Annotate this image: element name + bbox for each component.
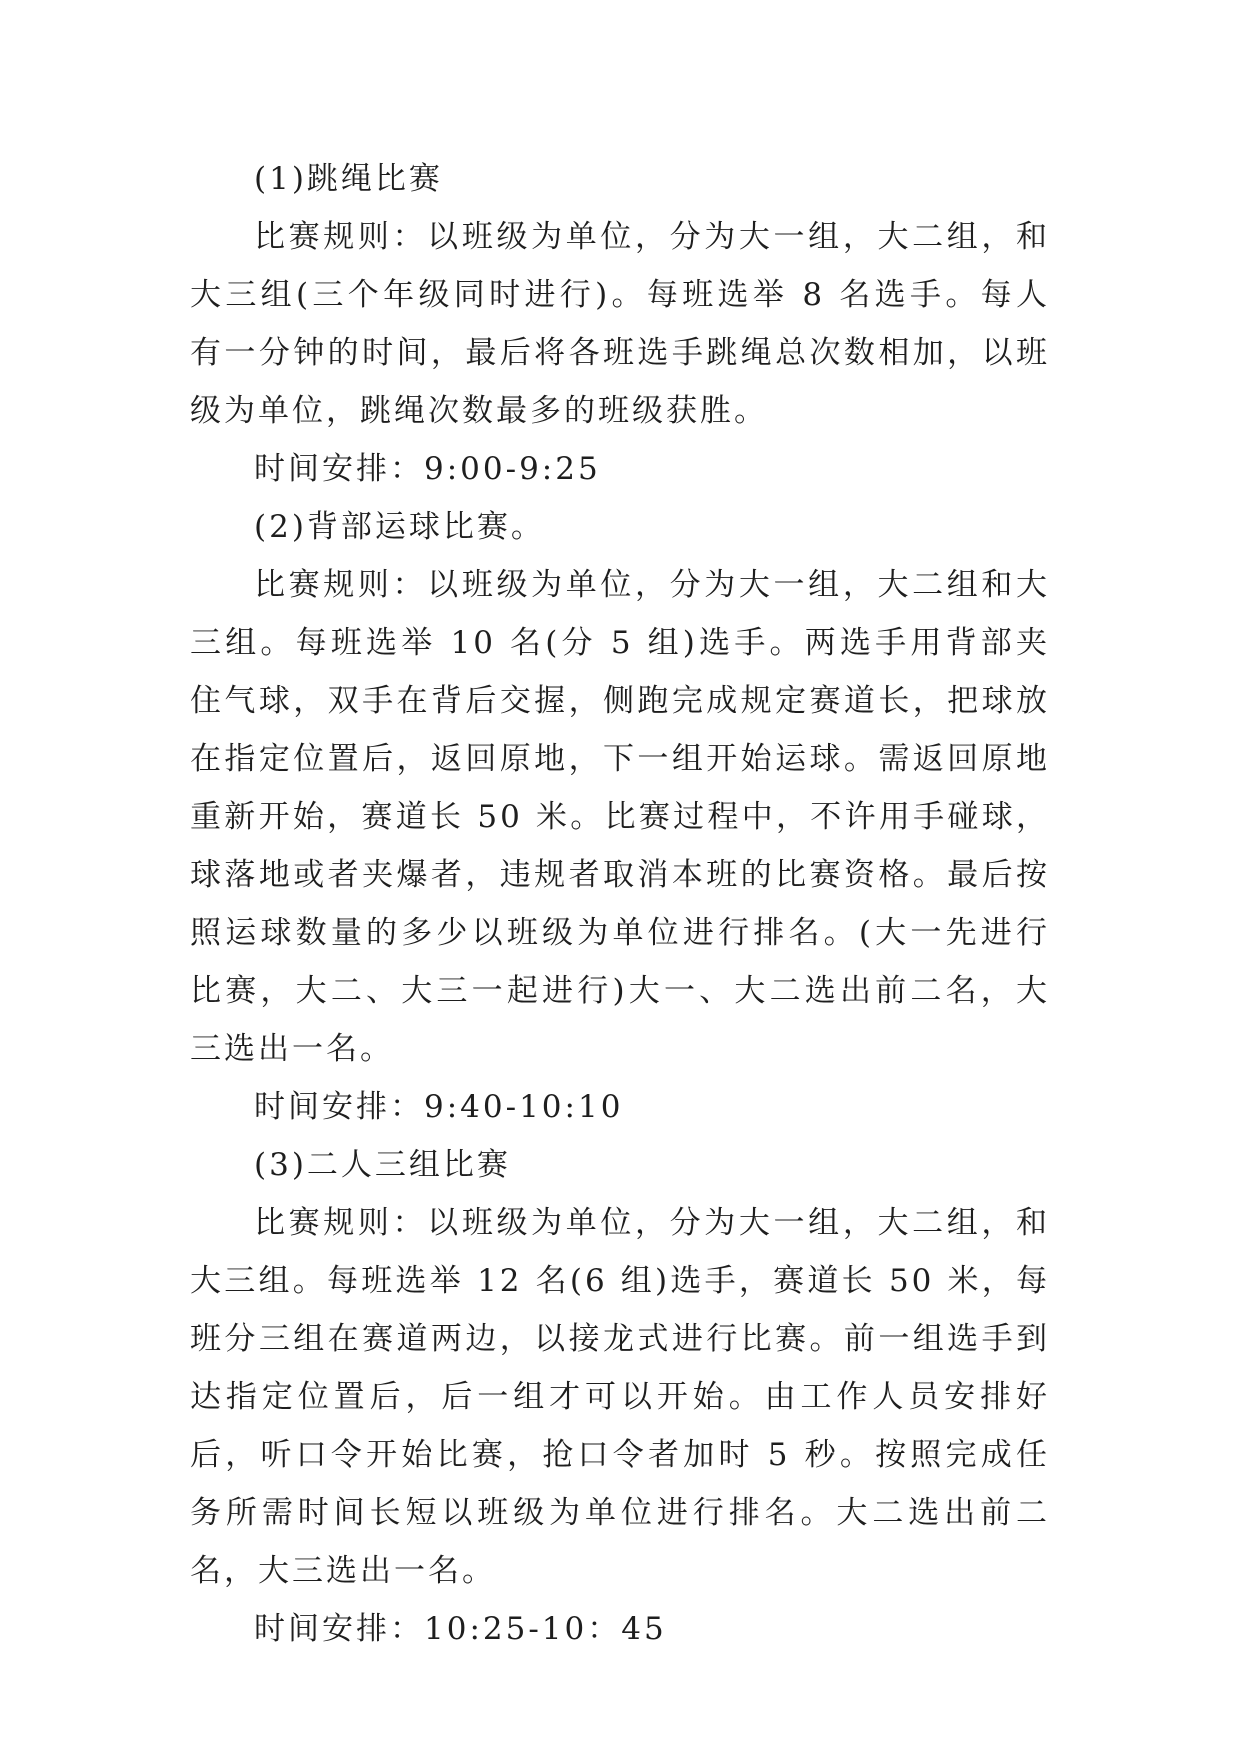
- document-page: [190, 150, 1050, 1658]
- section-heading-jump-rope: (1)跳绳比赛: [254, 161, 443, 197]
- schedule-two-person: 时间安排：10:25-10：45: [254, 1611, 667, 1647]
- schedule-back-ball: 时间安排：9:40-10:10: [254, 1089, 624, 1125]
- rules-paragraph-back-ball: 比赛规则：以班级为单位，分为大一组，大二组和大三组。每班选举 10 名(分 5 组)选手。两选手用背部夹住气球，双手在背后交握，侧跑完成规定赛道长，把球放在指定位置后，返回原地，下一组开始运球。需返回原地重新开始，赛道长 50 米。比赛过程中，不许用手碰球，球落地或者夹爆者，违规者取消本班的比赛资格。最后按照运球数量的多少以班级为单位进行排名。(大一先进行比赛，大二、大三一起进行)大一、大二选出前二名，大三选出一名。: [190, 567, 1050, 1067]
- rules-paragraph-jump-rope: 比赛规则：以班级为单位，分为大一组，大二组，和大三组(三个年级同时进行)。每班选举 8 名选手。每人有一分钟的时间，最后将各班选手跳绳总次数相加，以班级为单位，跳绳次数最多的班级获胜。: [190, 219, 1050, 429]
- schedule-jump-rope: 时间安排：9:00-9:25: [254, 451, 601, 487]
- rules-paragraph-two-person: 比赛规则：以班级为单位，分为大一组，大二组，和大三组。每班选举 12 名(6 组)选手，赛道长 50 米，每班分三组在赛道两边，以接龙式进行比赛。前一组选手到达指定位置后，后一组才可以开始。由工作人员安排好后，听口令开始比赛，抢口令者加时 5 秒。按照完成任务所需时间长短以班级为单位进行排名。大二选出前二名，大三选出一名。: [190, 1205, 1050, 1589]
- section-heading-two-person: (3)二人三组比赛: [254, 1147, 511, 1183]
- section-heading-back-ball: (2)背部运球比赛。: [254, 509, 545, 545]
